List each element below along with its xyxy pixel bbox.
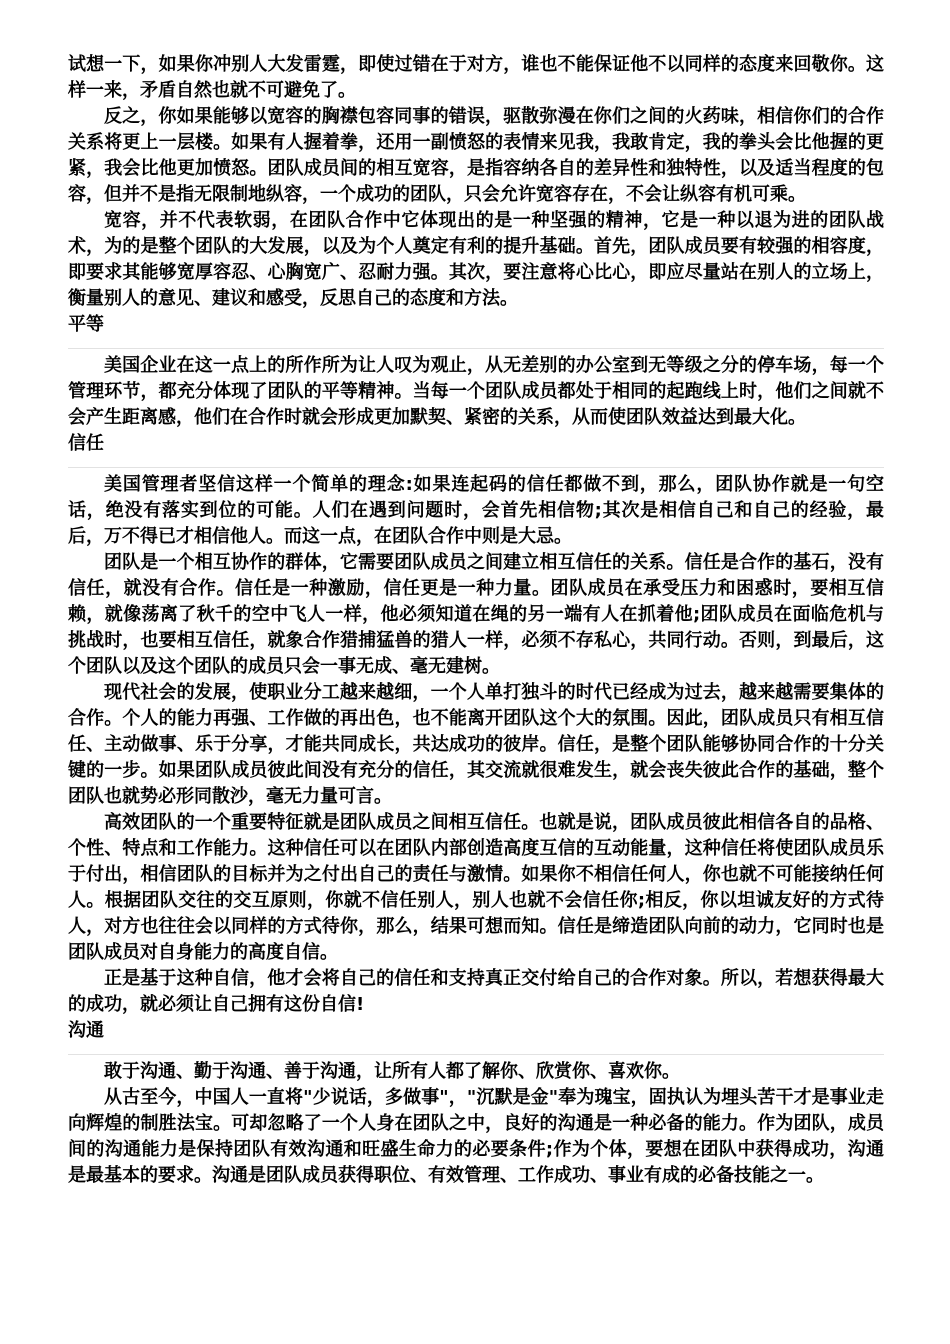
paragraph: 敢于沟通、勤于沟通、善于沟通，让所有人都了解你、欣赏你、喜欢你。 [104, 1061, 680, 1082]
paragraph: 现代社会的发展，使职业分工越来越细，一个人单打独斗的时代已经成为过去，越来越需要集体的合作。个人的能力再强、工作做的再出色，也不能离开团队这个大的氛围。因此，团队成员只有相互信任、主动做事、乐于分享，才能共同成长，共达成功的彼岸。信任，是整个团队能够协同合作的十分关键的一步。如果团队成员彼此间没有充分的信任，其交流就很难发生，就会丧失彼此合作的基础，整个团队也就势必形同散沙，毫无力量可言。 [68, 682, 884, 807]
paragraph: 美国企业在这一点上的所作所为让人叹为观止，从无差别的办公室到无等级之分的停车场，每一个管理环节，都充分体现了团队的平等精神。当每一个团队成员都处于相同的起跑线上时，他们之间就不会产生距离感，他们在合作时就会形成更加默契、紧密的关系，从而使团队效益达到最大化。 [68, 355, 884, 428]
paragraph: 美国管理者坚信这样一个简单的理念:如果连起码的信任都做不到，那么，团队协作就是一句空话，绝没有落实到位的可能。人们在遇到问题时，会首先相信物;其次是相信自己和自己的经验，最后，万不得已才相信他人。而这一点，在团队合作中则是大忌。 [68, 474, 884, 547]
section-heading-equality: 平等 [68, 314, 104, 335]
section-heading-trust: 信任 [68, 433, 104, 454]
paragraph: 高效团队的一个重要特征就是团队成员之间相互信任。也就是说，团队成员彼此相信各自的品格、个性、特点和工作能力。这种信任可以在团队内部创造高度互信的互动能量，这种信任将使团队成员乐于付出，相信团队的目标并为之付出自己的责任与激情。如果你不相信任何人，你也就不可能接纳任何人。根据团队交往的交互原则，你就不信任别人，别人也就不会信任你;相反，你以坦诚友好的方式待人，对方也往往会以同样的方式待你，那么，结果可想而知。信任是缔造团队向前的动力，它同时也是团队成员对自身能力的高度自信。 [68, 812, 884, 963]
section-divider [68, 467, 884, 468]
paragraph: 试想一下，如果你冲别人大发雷霆，即使过错在于对方，谁也不能保证他不以同样的态度来回敬你。这样一来，矛盾自然也就不可避免了。 [68, 54, 884, 101]
section-divider [68, 348, 884, 349]
paragraph: 反之，你如果能够以宽容的胸襟包容同事的错误，驱散弥漫在你们之间的火药味，相信你们的合作关系将更上一层楼。如果有人握着拳，还用一副愤怒的表情来见我，我敢肯定，我的拳头会比他握的更紧，我会比他更加愤怒。团队成员间的相互宽容，是指容纳各自的差异性和独特性，以及适当程度的包容，但并不是指无限制地纵容，一个成功的团队，只会允许宽容存在，不会让纵容有机可乘。 [68, 106, 884, 205]
paragraph: 团队是一个相互协作的群体，它需要团队成员之间建立相互信任的关系。信任是合作的基石，没有信任，就没有合作。信任是一种激励，信任更是一种力量。团队成员在承受压力和困惑时，要相互信赖，就像荡离了秋千的空中飞人一样，他必须知道在绳的另一端有人在抓着他;团队成员在面临危机与挑战时，也要相互信任，就象合作猎捕猛兽的猎人一样，必须不存私心，共同行动。否则，到最后，这个团队以及这个团队的成员只会一事无成、毫无建树。 [68, 552, 884, 677]
paragraph: 宽容，并不代表软弱，在团队合作中它体现出的是一种坚强的精神，它是一种以退为进的团队战术，为的是整个团队的大发展，以及为个人奠定有利的提升基础。首先，团队成员要有较强的相容度，即要求其能够宽厚容忍、心胸宽广、忍耐力强。其次，要注意将心比心，即应尽量站在别人的立场上，衡量别人的意见、建议和感受，反思自己的态度和方法。 [68, 210, 884, 309]
section-divider [68, 1054, 884, 1055]
paragraph: 正是基于这种自信，他才会将自己的信任和支持真正交付给自己的合作对象。所以，若想获得最大的成功，就必须让自己拥有这份自信! [68, 968, 884, 1015]
section-heading-communication: 沟通 [68, 1020, 104, 1041]
document-page [68, 52, 884, 1189]
paragraph: 从古至今，中国人一直将"少说话，多做事"，"沉默是金"奉为瑰宝，固执认为埋头苦干才是事业走向辉煌的制胜法宝。可却忽略了一个人身在团队之中，良好的沟通是一种必备的能力。作为团队，成员间的沟通能力是保持团队有效沟通和旺盛生命力的必要条件;作为个体，要想在团队中获得成功，沟通是最基本的要求。沟通是团队成员获得职位、有效管理、工作成功、事业有成的必备技能之一。 [68, 1087, 884, 1186]
